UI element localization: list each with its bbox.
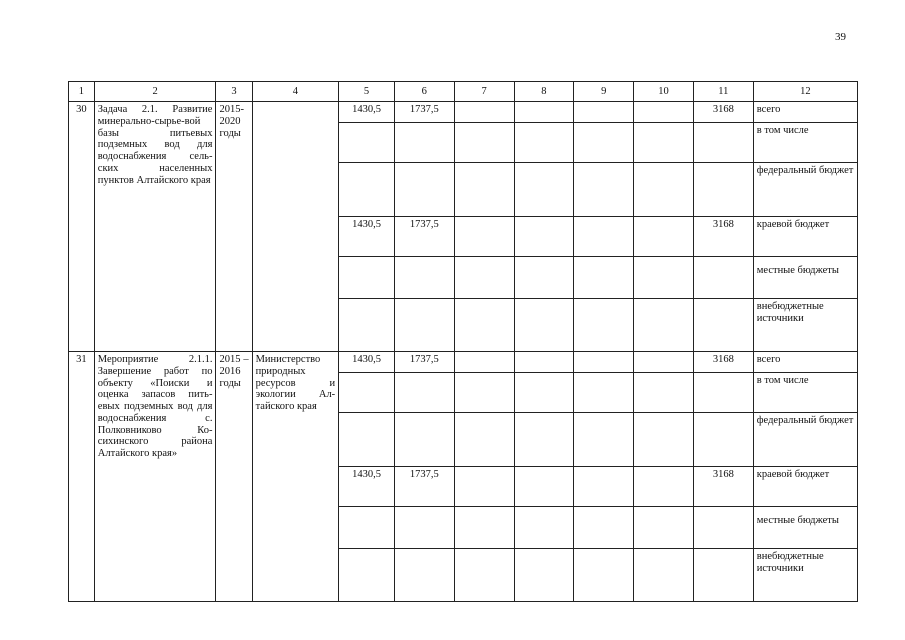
value-cell: 3168 xyxy=(693,352,753,373)
page-number: 39 xyxy=(835,31,846,43)
executor xyxy=(252,102,339,352)
value-cell xyxy=(454,413,514,467)
funding-source: внебюджетные источники xyxy=(753,549,857,602)
value-cell xyxy=(634,257,694,299)
value-cell xyxy=(693,163,753,217)
funding-source: всего xyxy=(753,102,857,123)
value-cell xyxy=(574,507,634,549)
value-cell xyxy=(339,299,395,352)
value-cell xyxy=(634,549,694,602)
funding-table xyxy=(68,81,858,602)
value-cell xyxy=(634,123,694,163)
value-cell xyxy=(574,549,634,602)
value-cell xyxy=(339,257,395,299)
value-cell xyxy=(454,549,514,602)
value-cell xyxy=(454,467,514,507)
value-cell: 1430,5 xyxy=(339,467,395,507)
value-cell xyxy=(339,413,395,467)
value-cell xyxy=(514,373,574,413)
value-cell xyxy=(514,507,574,549)
value-cell xyxy=(394,373,454,413)
value-cell xyxy=(454,257,514,299)
header-cell: 2 xyxy=(94,82,216,102)
value-cell xyxy=(693,413,753,467)
value-cell xyxy=(514,352,574,373)
table-row xyxy=(69,102,858,123)
value-cell xyxy=(514,413,574,467)
value-cell xyxy=(634,352,694,373)
value-cell xyxy=(634,467,694,507)
value-cell xyxy=(514,123,574,163)
value-cell xyxy=(394,507,454,549)
header-cell: 4 xyxy=(252,82,339,102)
row-number: 30 xyxy=(69,102,95,352)
value-cell xyxy=(693,549,753,602)
value-cell: 1737,5 xyxy=(394,102,454,123)
value-cell: 1430,5 xyxy=(339,352,395,373)
value-cell xyxy=(574,257,634,299)
value-cell xyxy=(454,299,514,352)
value-cell: 1737,5 xyxy=(394,352,454,373)
value-cell xyxy=(514,467,574,507)
value-cell xyxy=(634,102,694,123)
value-cell xyxy=(454,123,514,163)
header-cell: 1 xyxy=(69,82,95,102)
value-cell xyxy=(634,413,694,467)
header-cell: 12 xyxy=(753,82,857,102)
value-cell xyxy=(634,373,694,413)
value-cell xyxy=(339,507,395,549)
funding-source: федеральный бюджет xyxy=(753,163,857,217)
funding-source: в том числе xyxy=(753,373,857,413)
row-number: 31 xyxy=(69,352,95,602)
value-cell xyxy=(514,299,574,352)
value-cell xyxy=(339,373,395,413)
value-cell xyxy=(339,123,395,163)
value-cell xyxy=(514,102,574,123)
header-cell: 7 xyxy=(454,82,514,102)
value-cell xyxy=(394,549,454,602)
value-cell xyxy=(574,102,634,123)
header-cell: 6 xyxy=(394,82,454,102)
value-cell xyxy=(514,257,574,299)
header-cell: 11 xyxy=(693,82,753,102)
value-cell xyxy=(693,257,753,299)
value-cell: 1430,5 xyxy=(339,102,395,123)
funding-source: в том числе xyxy=(753,123,857,163)
value-cell xyxy=(574,123,634,163)
value-cell xyxy=(394,413,454,467)
value-cell xyxy=(514,163,574,217)
value-cell xyxy=(454,352,514,373)
value-cell xyxy=(574,413,634,467)
value-cell xyxy=(514,549,574,602)
value-cell xyxy=(394,163,454,217)
value-cell: 1737,5 xyxy=(394,467,454,507)
value-cell: 1737,5 xyxy=(394,217,454,257)
value-cell xyxy=(339,163,395,217)
funding-source: всего xyxy=(753,352,857,373)
value-cell xyxy=(339,549,395,602)
header-cell: 10 xyxy=(634,82,694,102)
value-cell xyxy=(693,123,753,163)
value-cell: 3168 xyxy=(693,102,753,123)
funding-source: местные бюджеты xyxy=(753,257,857,299)
value-cell xyxy=(454,373,514,413)
funding-source: краевой бюджет xyxy=(753,217,857,257)
value-cell: 1430,5 xyxy=(339,217,395,257)
value-cell xyxy=(454,102,514,123)
header-cell: 9 xyxy=(574,82,634,102)
header-cell: 8 xyxy=(514,82,574,102)
value-cell xyxy=(693,507,753,549)
funding-source: местные бюджеты xyxy=(753,507,857,549)
value-cell: 3168 xyxy=(693,217,753,257)
value-cell xyxy=(634,507,694,549)
value-cell xyxy=(574,467,634,507)
value-cell xyxy=(454,163,514,217)
header-row xyxy=(69,82,858,102)
value-cell xyxy=(693,299,753,352)
value-cell xyxy=(634,163,694,217)
value-cell xyxy=(574,373,634,413)
value-cell xyxy=(634,217,694,257)
executor: Министерство природных ресурсов и экологии Ал-тайского края xyxy=(252,352,339,602)
value-cell xyxy=(514,217,574,257)
funding-source: федеральный бюджет xyxy=(753,413,857,467)
value-cell xyxy=(693,373,753,413)
value-cell xyxy=(454,507,514,549)
header-cell: 3 xyxy=(216,82,252,102)
value-cell xyxy=(574,163,634,217)
funding-source: внебюджетные источники xyxy=(753,299,857,352)
task-name: Задача 2.1. Развитие минерально-сырье-вой базы питьевых подземных вод для водоснабжения сель-ских населенных пунктов Алтайского края xyxy=(94,102,216,352)
task-name: Мероприятие 2.1.1. Завершение работ по объекту «Поиски и оценка запасов пить-евых подземных вод для водоснабжения с. Полковниково Ко-сихинского района Алтайского края» xyxy=(94,352,216,602)
value-cell xyxy=(394,257,454,299)
value-cell xyxy=(574,299,634,352)
header-cell: 5 xyxy=(339,82,395,102)
value-cell xyxy=(574,352,634,373)
funding-source: краевой бюджет xyxy=(753,467,857,507)
value-cell xyxy=(454,217,514,257)
value-cell xyxy=(394,123,454,163)
value-cell xyxy=(574,217,634,257)
period: 2015-2020 годы xyxy=(216,102,252,352)
value-cell: 3168 xyxy=(693,467,753,507)
value-cell xyxy=(634,299,694,352)
period: 2015 – 2016 годы xyxy=(216,352,252,602)
value-cell xyxy=(394,299,454,352)
table-row xyxy=(69,352,858,373)
